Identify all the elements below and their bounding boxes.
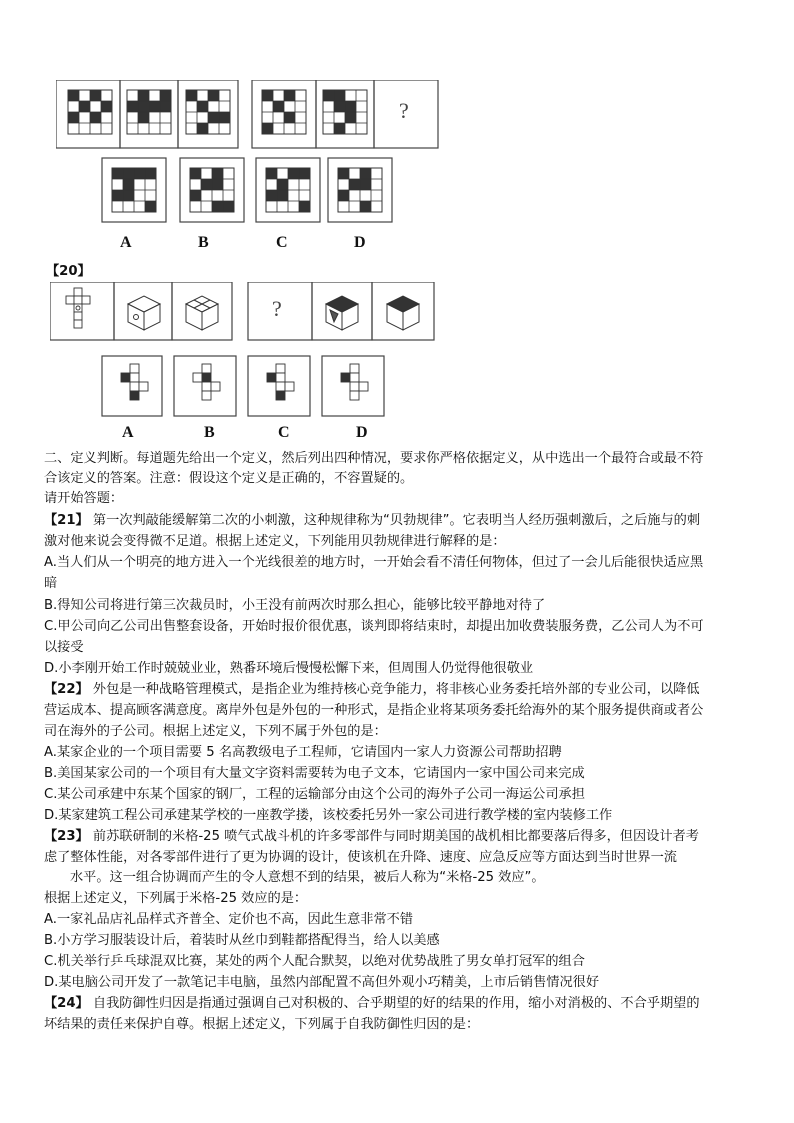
grid-pattern-4 [262, 90, 306, 134]
q21-option-c: C.甲公司向乙公司出售整套设备，开始时报价很优惠，谈判即将结束时，却提出加收费装服务费，乙公司人为不可 [44, 619, 704, 634]
figure-19 [56, 80, 440, 255]
q21-stem-1 [44, 511, 756, 531]
figure-19-graphic [56, 80, 440, 255]
q23-stem-2: 虑了整体性能，对各零部件进行了更为协调的设计，使该机在升降、速度、应急反应等方面达到当时世界一流 [44, 850, 677, 865]
q23-stem-4: 根据上述定义，下列属于米格-25 效应的是： [44, 891, 308, 906]
q23-stem-1 [44, 827, 756, 847]
q24-number: 【24】 [44, 996, 89, 1011]
net-option-d [341, 364, 368, 400]
q23-option-a: A.一家礼品店礼品样式齐普全、定价也不高，因此生意非常不错 [44, 912, 414, 927]
q22-stem-1 [44, 680, 756, 700]
figure-20-label-a: A [122, 424, 134, 441]
q24-stem-2: 坏结果的责任来保护自尊。根据上述定义，下列属于自我防御性归因的是： [44, 1017, 480, 1032]
section-title-cont: 合该定义的答案。注意：假设这个定义是正确的，不容置疑的。 [44, 471, 414, 486]
figure-19-question-mark: ? [399, 98, 409, 123]
cube-3 [326, 296, 358, 330]
q21-text-1: 第一次判敲能缓解第二次的小刺激，这种规律称为“贝勃规律”。它表明当人经历强刺激后，之后施与的刺 [88, 513, 701, 528]
grid-pattern-5 [323, 90, 367, 134]
q21-option-b: B.得知公司将进行第三次裁员时，小王没有前两次时那么担心，能够比较平静地对待了 [44, 598, 546, 613]
grid-pattern-3 [186, 90, 230, 134]
figure-20-label: 【20】 [46, 264, 91, 279]
q23-text-1: 前苏联研制的米格-25 喷气式战斗机的许多零部件与同时期美国的战机相比都要落后得多，但因设计者考 [88, 829, 699, 844]
figure-20 [50, 282, 436, 444]
section-title: 二、定义判断。每道题先给出一个定义，然后列出四种情况，要求你严格依据定义，从中选出一个最符合或最不符 [44, 451, 704, 466]
q23-option-c: C.机关举行乒乓球混双比赛，某处的两个人配合默契，以绝对优势战胜了男女单打冠军的组合 [44, 954, 585, 969]
net-option-b [193, 364, 220, 400]
q22-option-a: A.某家企业的一个项目需要 5 名高教级电子工程师，它请国内一家人力资源公司帮助招聘 [44, 745, 562, 760]
q21-option-d: D.小李刚开始工作时兢兢业业，熟番环境后慢慢松懈下来，但周围人仍觉得他很敬业 [44, 661, 534, 676]
figure-20-label-b: B [204, 424, 215, 441]
q22-option-b: B.美国某家公司的一个项目有大量文字资料需要转为电子文本，它请国内一家中国公司来完成 [44, 766, 585, 781]
figure-20-label-c: C [278, 424, 290, 441]
q23-number: 【23】 [44, 829, 89, 844]
figure-20-question-mark: ? [272, 296, 282, 321]
figure-19-label-a: A [120, 234, 132, 251]
q21-stem-2: 激对他来说会变得微不足道。根据上述定义，下列能用贝勃规律进行解释的是： [44, 534, 506, 549]
q21-option-c-cont: 以接受 [44, 640, 84, 655]
q21-option-a-cont: 暗 [44, 576, 58, 591]
grid-pattern-1 [68, 90, 112, 134]
q22-number: 【22】 [44, 682, 89, 697]
q24-stem-1 [44, 994, 756, 1014]
q22-text-1: 外包是一种战略管理模式，是指企业为维持核心竞争能力，将非核心业务委托培外部的专业公司，以降低 [88, 682, 700, 697]
q21-number: 【21】 [44, 513, 89, 528]
q23-stem-3: 水平。这一组合协调而产生的令人意想不到的结果，被后人称为“米格-25 效应”。 [70, 870, 545, 885]
q23-option-d: D.某电脑公司开发了一款笔记丰电脑，虽然内部配置不高但外观小巧精美，上市后销售情况很好 [44, 975, 600, 990]
q22-stem-2: 营运成本、提高顾客满意度。离岸外包是外包的一种形式，是指企业将某项务委托给海外的某个服务提供商或者公 [44, 703, 704, 718]
q22-stem-3: 司在海外的子公司。根据上述定义，下列不属于外包的是： [44, 724, 387, 739]
grid-option-c [266, 168, 310, 212]
grid-option-b [190, 168, 234, 212]
grid-pattern-2 [127, 90, 171, 134]
cube-2 [186, 296, 218, 330]
figure-19-label-d: D [354, 234, 366, 251]
figure-19-top-row [56, 80, 438, 148]
q24-text-1: 自我防御性归因是指通过强调自己对积极的、合乎期望的好的结果的作用，缩小对消极的、不合乎期望的 [88, 996, 700, 1011]
cube-net-1 [66, 288, 90, 328]
grid-option-a [112, 168, 156, 212]
figure-20-top-row [50, 282, 434, 340]
start-prompt: 请开始答题： [44, 491, 124, 506]
figure-19-label-c: C [276, 234, 288, 251]
q21-option-a: A.当人们从一个明亮的地方进入一个光线很差的地方时，一开始会看不清任何物体，但过了一会儿后能很快适应黑 [44, 555, 704, 570]
cube-1 [128, 296, 160, 330]
cube-4 [387, 296, 419, 330]
grid-option-d [338, 168, 382, 212]
q23-option-b: B.小方学习服装设计后，着装时从丝巾到鞋都搭配得当，给人以美感 [44, 933, 440, 948]
figure-20-label-d: D [356, 424, 368, 441]
figure-20-graphic [50, 282, 436, 444]
figure-19-label-b: B [198, 234, 209, 251]
q22-option-c: C.某公司承建中东某个国家的钢厂，工程的运输部分由这个公司的海外子公司一海运公司承担 [44, 787, 585, 802]
net-option-a [121, 364, 148, 400]
net-option-c [267, 364, 294, 400]
q22-option-d: D.某家建筑工程公司承建某学校的一座教学搂，该校委托另外一家公司进行教学楼的室内装修工作 [44, 808, 613, 823]
